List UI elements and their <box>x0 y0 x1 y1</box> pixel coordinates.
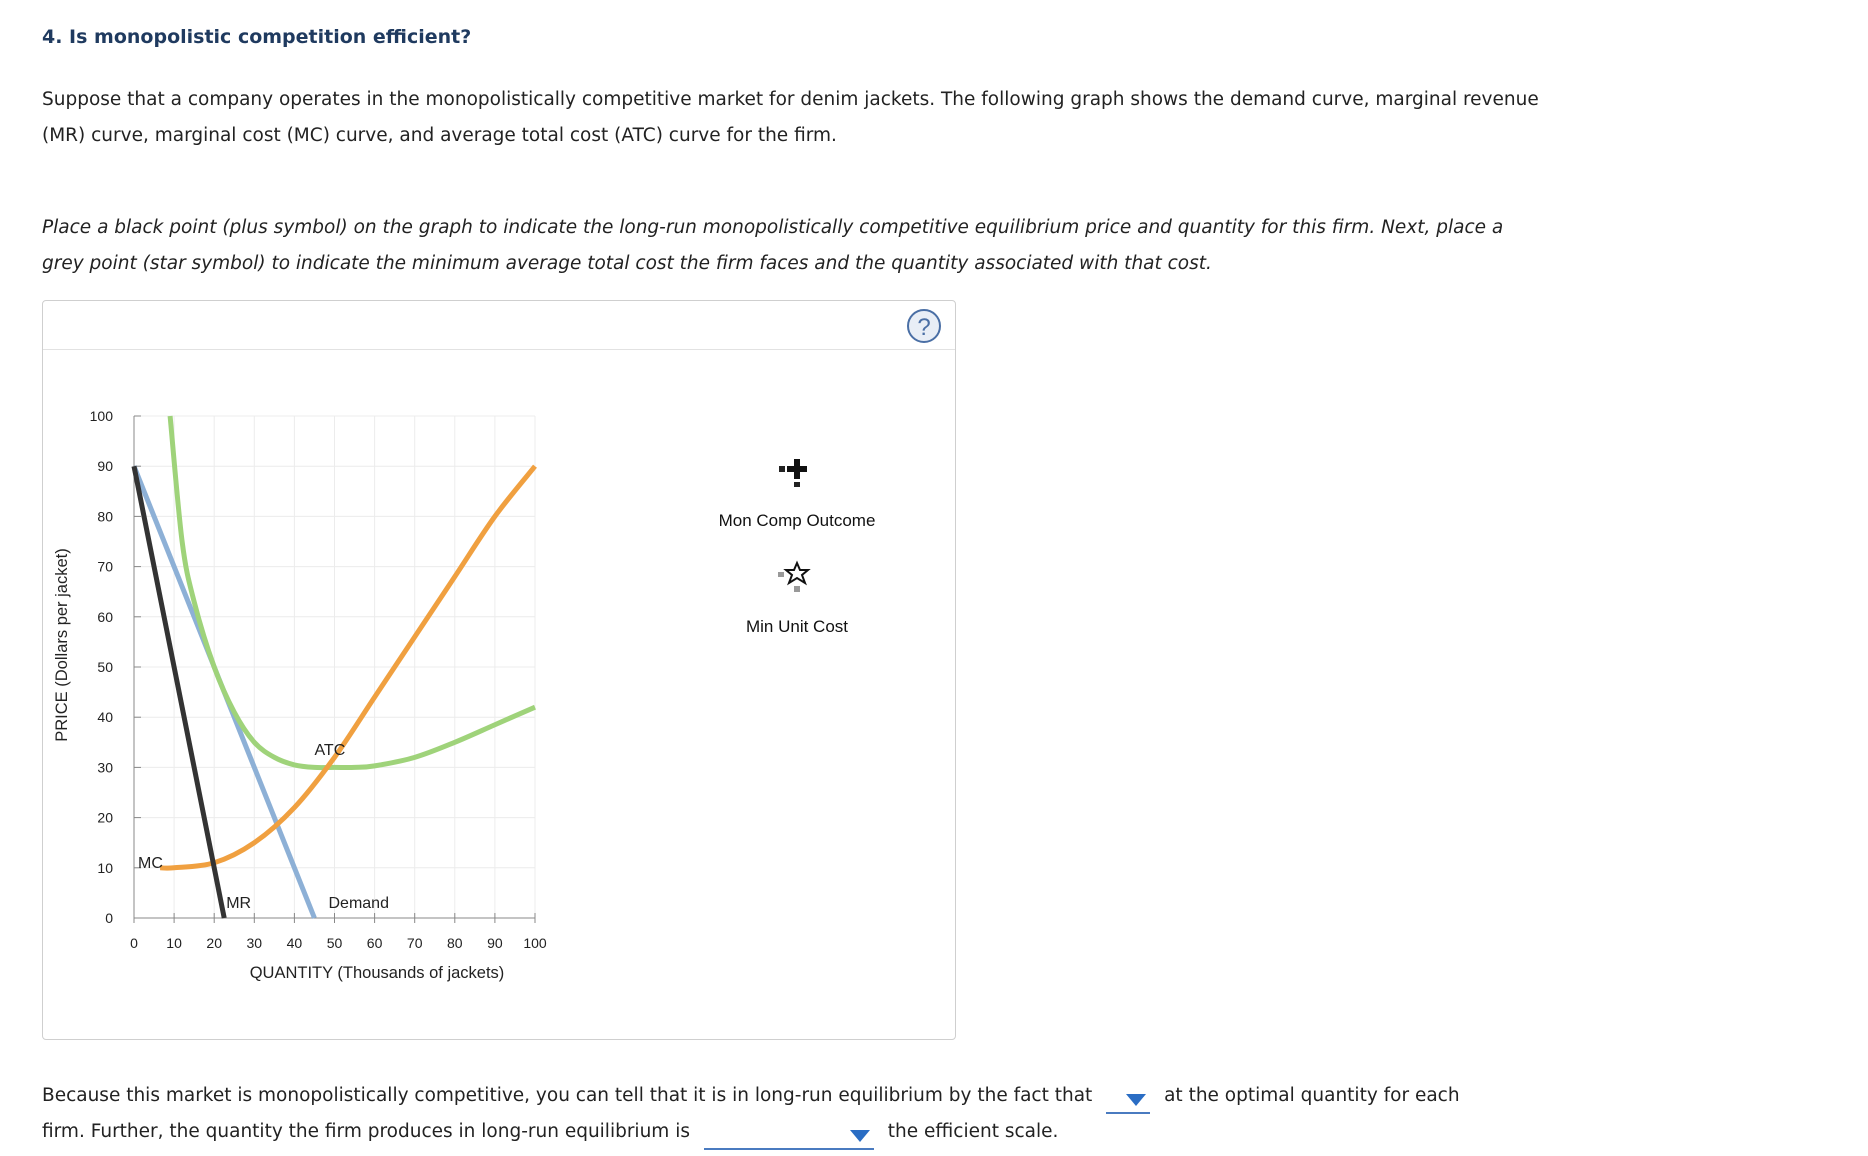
curve-label-mr: MR <box>226 894 252 912</box>
tool-label-mon-comp-outcome: Mon Comp Outcome <box>718 511 876 530</box>
question-instructions: Place a black point (plus symbol) on the graph to indicate the long-run monopolistically competitive equilibrium price and quantity for this firm. Next, place a grey point (star symbol) to indicate the minimum average total cost the firm faces and the quantity associated with that cost. <box>42 217 1504 274</box>
footer-text-1a: Because this market is monopolistically competitive, you can tell that it is in long-run equilibrium by the fact that <box>42 1085 1093 1106</box>
equilibrium-condition-dropdown[interactable] <box>1106 1086 1150 1114</box>
x-tick-label: 40 <box>286 935 303 951</box>
tool-min-unit-cost[interactable] <box>746 563 848 636</box>
x-tick-label: 30 <box>246 935 263 951</box>
star-icon[interactable] <box>778 563 808 592</box>
x-tick-label: 100 <box>523 935 547 951</box>
graph-panel <box>42 300 956 1040</box>
y-tick-label: 100 <box>89 408 113 424</box>
chevron-down-icon[interactable] <box>1126 1094 1146 1106</box>
y-tick-label: 10 <box>97 859 113 876</box>
y-tick-label: 90 <box>97 458 113 475</box>
x-tick-label: 0 <box>130 935 138 951</box>
footer-sentence-1 <box>42 1078 1460 1114</box>
y-axis-label: PRICE (Dollars per jacket) <box>53 548 71 742</box>
x-tick-label: 70 <box>406 935 423 951</box>
help-icon[interactable]: ? <box>907 309 941 343</box>
x-tick-label: 10 <box>166 935 182 951</box>
graph-chart[interactable] <box>43 301 955 1039</box>
chevron-down-icon[interactable] <box>850 1130 870 1142</box>
footer-text-2b: the efficient scale. <box>887 1121 1059 1142</box>
y-tick-label: 0 <box>105 910 113 926</box>
footer-text-2a: firm. Further, the quantity the firm produces in long-run equilibrium is <box>42 1121 690 1142</box>
question-intro: Suppose that a company operates in the monopolistically competitive market for denim jackets. The following graph shows the demand curve, marginal revenue (MR) curve, marginal cost (MC) curve, and average total cost (ATC) curve for the firm. <box>42 89 1539 146</box>
x-tick-label: 90 <box>487 935 503 951</box>
plus-icon[interactable] <box>779 459 807 487</box>
efficient-scale-dropdown[interactable] <box>704 1122 874 1150</box>
x-axis-label: QUANTITY (Thousands of jackets) <box>249 964 505 982</box>
y-tick-label: 50 <box>97 659 113 675</box>
y-tick-label: 30 <box>97 759 113 776</box>
curve-label-atc: ATC <box>314 741 346 759</box>
tool-label-min-unit-cost: Min Unit Cost <box>745 617 849 636</box>
y-tick-label: 80 <box>97 508 113 525</box>
y-tick-label: 20 <box>97 809 113 826</box>
y-tick-label: 40 <box>97 709 113 726</box>
y-tick-label: 60 <box>97 608 113 625</box>
grid-lines <box>134 416 535 918</box>
x-tick-label: 50 <box>326 935 343 951</box>
curve-label-demand: Demand <box>328 894 389 912</box>
x-tick-label: 20 <box>206 935 222 951</box>
footer-text-1b: at the optimal quantity for each <box>1164 1085 1460 1106</box>
x-tick-label: 80 <box>447 935 463 951</box>
question-title: 4. Is monopolistic competition efficient? <box>42 26 472 48</box>
curve-label-mc: MC <box>138 854 163 872</box>
footer-sentence-2 <box>42 1114 1058 1150</box>
series-atc-curve <box>170 416 535 768</box>
x-tick-label: 60 <box>366 935 383 951</box>
tool-mon-comp-outcome[interactable] <box>719 459 876 530</box>
y-tick-label: 70 <box>97 558 113 575</box>
